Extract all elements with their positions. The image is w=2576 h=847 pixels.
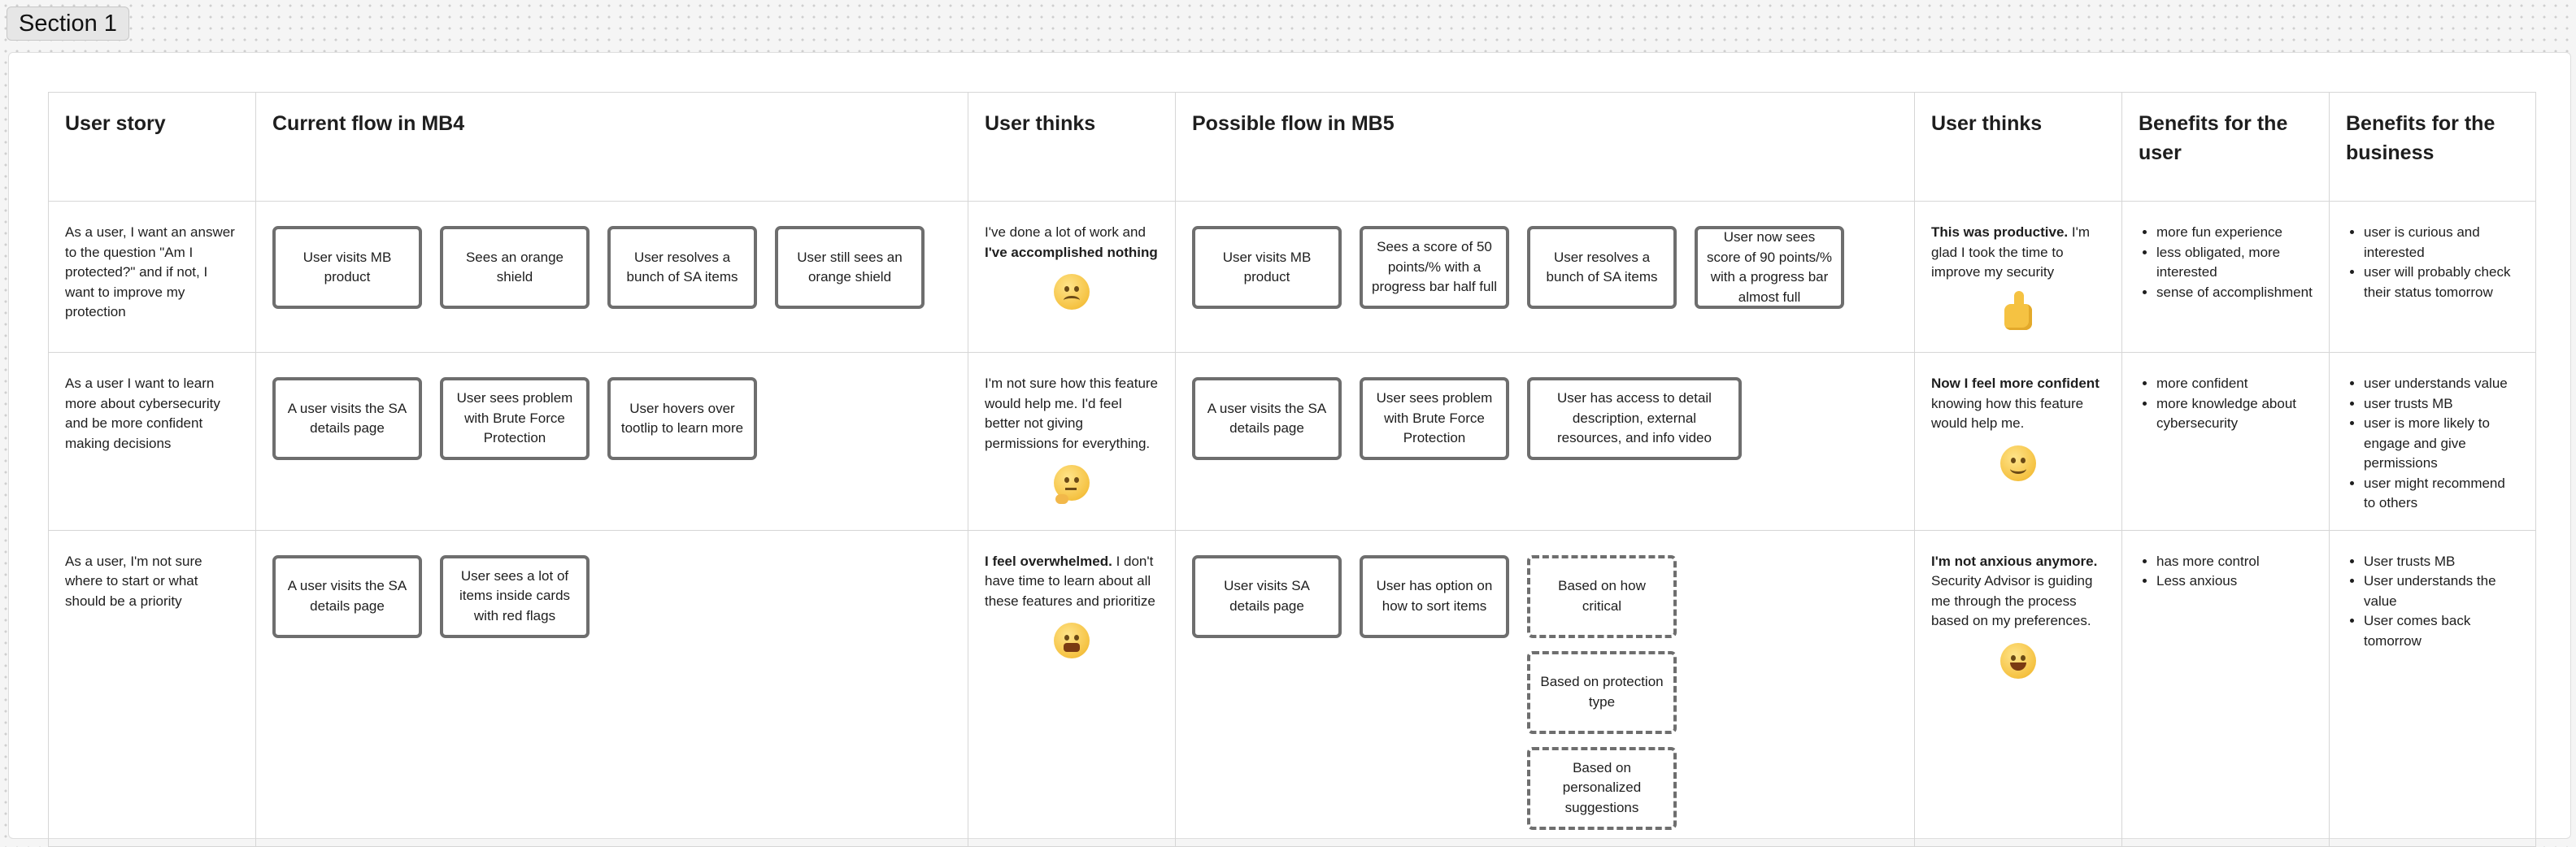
user-thinks-cell	[968, 202, 1176, 353]
flow-card[interactable]: Sees an orange shield	[440, 226, 590, 309]
current-flow-cell	[256, 202, 968, 353]
header-benefits-user: Benefits for the user	[2122, 93, 2330, 202]
list-item: • sense of accomplishment	[2156, 283, 2313, 303]
user-story-cell: As a user, I'm not sure where to start or what should be a priority	[49, 530, 256, 846]
list-item: • User trusts MB	[2364, 552, 2519, 572]
grinning-face-icon	[2000, 643, 2036, 679]
benefits-user-cell	[2122, 202, 2330, 353]
header-user-thinks-possible: User thinks	[1915, 93, 2122, 202]
user-thinks-cell	[968, 353, 1176, 531]
benefits-user-cell	[2122, 353, 2330, 531]
header-possible-flow: Possible flow in MB5	[1176, 93, 1915, 202]
benefits-business-cell	[2330, 202, 2536, 353]
section-label[interactable]: Section 1	[7, 7, 129, 41]
list-item: • has more control	[2156, 552, 2313, 572]
thinks-text: I don't have time to learn about all these features and prioritize	[985, 553, 1155, 609]
user-thinks-cell	[968, 530, 1176, 846]
flow-card[interactable]: User visits MB product	[1192, 226, 1342, 309]
sort-options-stack	[1527, 555, 1677, 830]
user-story-cell: As a user, I want an answer to the question "Am I protected?" and if not, I want to improve my protection	[49, 202, 256, 353]
header-row	[49, 93, 2536, 202]
flow-card[interactable]: User visits MB product	[272, 226, 422, 309]
flow-card[interactable]: A user visits the SA details page	[272, 377, 422, 460]
smiling-face-icon	[2000, 445, 2036, 481]
possible-flow-cell	[1176, 530, 1915, 846]
flow-card[interactable]: User resolves a bunch of SA items	[607, 226, 757, 309]
thinks-bold-text: Now I feel more confident	[1931, 376, 2100, 391]
list-item: • User comes back tomorrow	[2364, 611, 2519, 651]
list-item: • User understands the value	[2364, 571, 2519, 611]
user-thinks-cell	[1915, 530, 2122, 846]
thinks-text: I'm not sure how this feature would help me. I'd feel better not giving permissions for everything.	[985, 376, 1159, 451]
flow-card[interactable]: User sees problem with Brute Force Protection	[440, 377, 590, 460]
flow-card[interactable]: User resolves a bunch of SA items	[1527, 226, 1677, 309]
list-item: • more fun experience	[2156, 223, 2313, 243]
flow-card[interactable]: User sees problem with Brute Force Protection	[1360, 377, 1509, 460]
thinks-bold-text: I feel overwhelmed.	[985, 553, 1112, 569]
thinks-bold-text: This was productive.	[1931, 224, 2069, 240]
sort-option-card[interactable]: Based on personalized suggestions	[1527, 747, 1677, 830]
flow-card[interactable]: User now sees score of 90 points/% with a progress bar almost full	[1695, 226, 1844, 309]
user-story-cell: As a user I want to learn more about cybersecurity and be more confident making decisions	[49, 353, 256, 531]
user-story-table	[48, 92, 2536, 847]
list-item: • more knowledge about cybersecurity	[2156, 394, 2313, 434]
flow-card[interactable]: User visits SA details page	[1192, 555, 1342, 638]
flow-card[interactable]: User has option on how to sort items	[1360, 555, 1509, 638]
table-row	[49, 353, 2536, 531]
thumbs-up-icon	[2004, 291, 2032, 330]
list-item: • less obligated, more interested	[2156, 243, 2313, 283]
sort-option-card[interactable]: Based on how critical	[1527, 555, 1677, 638]
section-frame	[8, 52, 2571, 839]
flow-card[interactable]: User hovers over tootlip to learn more	[607, 377, 757, 460]
list-item: • user trusts MB	[2364, 394, 2519, 415]
possible-flow-cell	[1176, 353, 1915, 531]
thinks-text: Security Advisor is guiding me through the process based on my preferences.	[1931, 573, 2093, 628]
benefits-business-cell	[2330, 530, 2536, 846]
thinks-text: I'm glad I took the time to improve my security	[1931, 224, 2091, 280]
frowning-face-icon	[1054, 274, 1090, 310]
list-item: • user is more likely to engage and give permissions	[2364, 414, 2519, 474]
benefits-business-cell	[2330, 353, 2536, 531]
sort-option-card[interactable]: Based on protection type	[1527, 651, 1677, 734]
current-flow-cell	[256, 353, 968, 531]
overwhelmed-face-icon	[1054, 623, 1090, 658]
list-item: • more confident	[2156, 374, 2313, 394]
list-item: • user will probably check their status tomorrow	[2364, 263, 2519, 302]
thinks-bold-text: I've accomplished nothing	[985, 244, 1158, 260]
flow-card[interactable]: A user visits the SA details page	[272, 555, 422, 638]
thinking-face-icon	[1054, 465, 1090, 501]
list-item: • user might recommend to others	[2364, 474, 2519, 514]
table-row	[49, 202, 2536, 353]
header-user-story: User story	[49, 93, 256, 202]
current-flow-cell	[256, 530, 968, 846]
flow-card[interactable]: Sees a score of 50 points/% with a progress bar half full	[1360, 226, 1509, 309]
flow-card[interactable]: User sees a lot of items inside cards with red flags	[440, 555, 590, 638]
flow-card[interactable]: User still sees an orange shield	[775, 226, 925, 309]
possible-flow-cell	[1176, 202, 1915, 353]
benefits-user-cell	[2122, 530, 2330, 846]
thinks-text: knowing how this feature would help me.	[1931, 395, 2084, 431]
header-benefits-business: Benefits for the business	[2330, 93, 2536, 202]
list-item: • user is curious and interested	[2364, 223, 2519, 263]
list-item: • Less anxious	[2156, 571, 2313, 592]
list-item: • user understands value	[2364, 374, 2519, 394]
header-user-thinks-current: User thinks	[968, 93, 1176, 202]
user-thinks-cell	[1915, 202, 2122, 353]
header-current-flow: Current flow in MB4	[256, 93, 968, 202]
flow-card[interactable]: A user visits the SA details page	[1192, 377, 1342, 460]
thinks-text: I've done a lot of work and	[985, 224, 1146, 240]
thinks-bold-text: I'm not anxious anymore.	[1931, 553, 2098, 569]
user-thinks-cell	[1915, 353, 2122, 531]
table-row	[49, 530, 2536, 846]
flow-card[interactable]: User has access to detail description, external resources, and info video	[1527, 377, 1742, 460]
